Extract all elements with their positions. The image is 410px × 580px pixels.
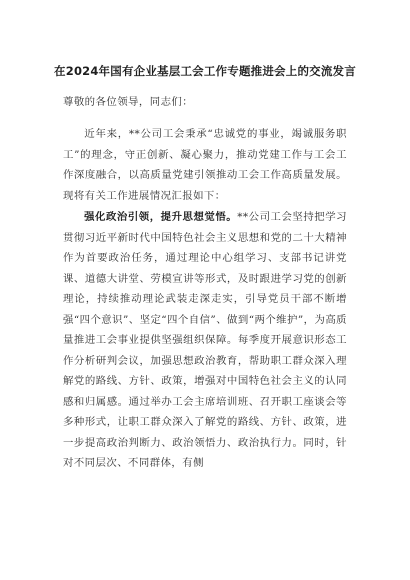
salutation: 尊敬的各位领导，同志们： bbox=[63, 96, 194, 108]
section-body: **公司工会坚持把学习贯彻习近平新时代中国特色社会主义思想和党的二十大精神作为首要政治任务，通过理论中心组学习、支部书记讲党课、道德大讲堂、劳模宣讲等形式，及时跟进学习党的创新理论，持续推动理论武装走深走实，引导党员干部不断增强“四个意识”、坚定“四个自信”、做到“两个维护”，为高质量推进工会事业提供坚强组织保障。每季度开展意识形态工作分析研判会议，加强思想政治教育，帮助职工群众深入理解党的路线、方针、政策，增强对中国特色社会主义的认同感和归属感。通过举办工会主席培训班、召开职工座谈会等多种形式，让职工群众深入了解党的路线、方针、政策，进一步提高政治判断力、政治领悟力、政治执行力。同时，针对不同层次、不同群体，有侧 bbox=[63, 211, 347, 469]
section-heading: 强化政治引领，提升思想觉悟。 bbox=[84, 211, 238, 223]
intro-text: 近年来，**公司工会秉承“忠诚党的事业，竭诚服务职工”的理念，守正创新、凝心聚力，推动党建工作与工会工作深度融合，以高质量党建引领推动工会工作高质量发展。现将有关工作进展情况汇报如下： bbox=[63, 128, 347, 202]
document-title: 在2024年国有企业基层工会工作专题推进会上的交流发言 bbox=[54, 64, 356, 78]
section-paragraph bbox=[63, 207, 347, 474]
intro-paragraph bbox=[63, 124, 347, 206]
